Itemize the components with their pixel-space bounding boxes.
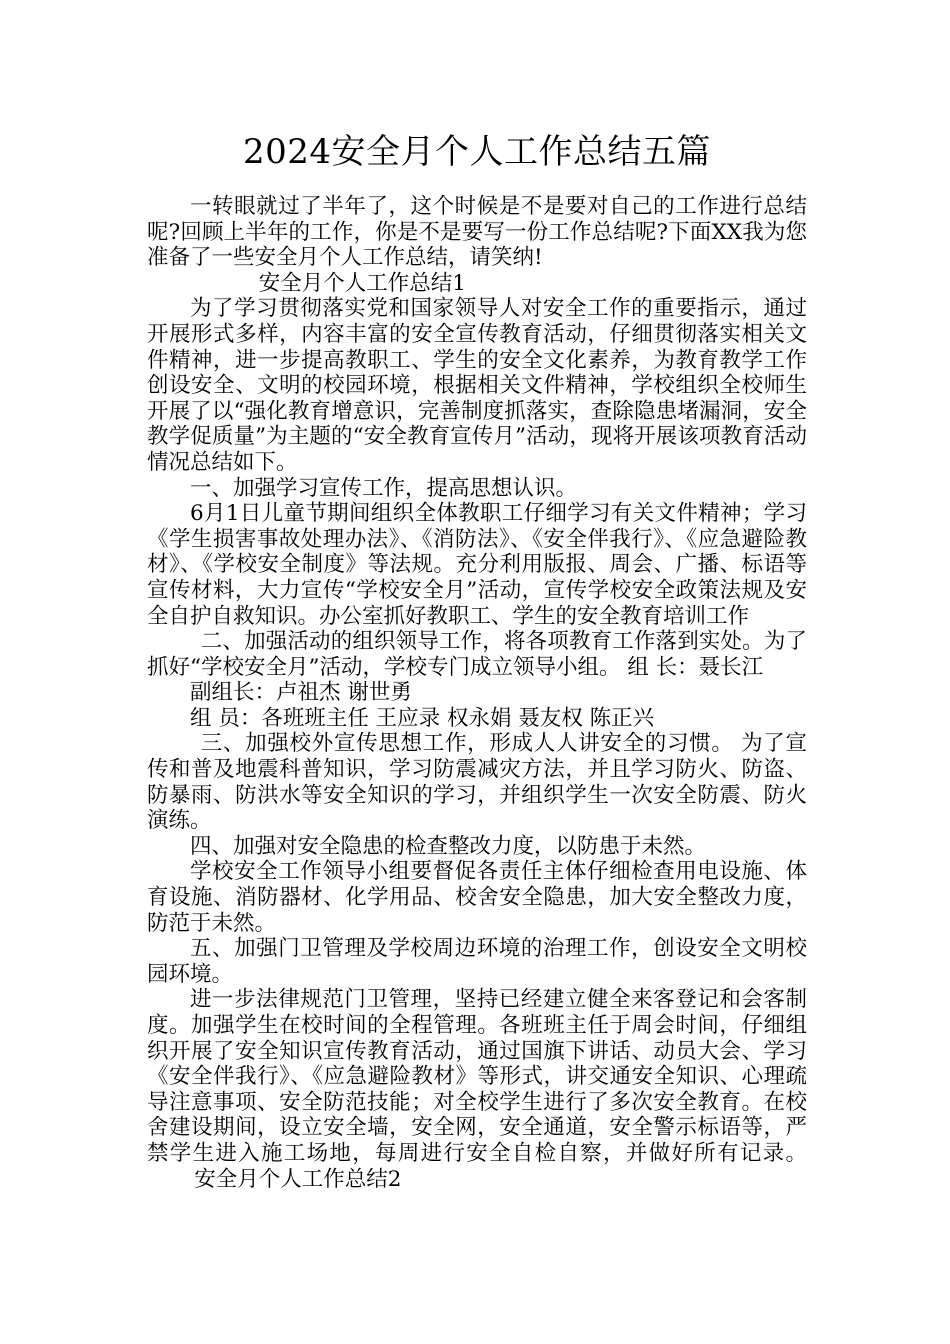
body-paragraph-1: 为了学习贯彻落实党和国家领导人对安全工作的重要指示，通过开展形式多样，内容丰富的安全宣传教育活动，仔细贯彻落实相关文件精神，进一步提高教职工、学生的安全文化素养，为教育教学工作创设安全、文明的校园环境，根据相关文件精神，学校组织全校师生开展了以“强化教育增意识，完善制度抓落实，查除隐患堵漏洞，安全教学促质量”为主题的“安全教育宣传月”活动，现将开展该项教育活动情况总结如下。 (147, 296, 807, 475)
section-heading-4: 四、加强对安全隐患的检查整改力度，以防患于未然。 (190, 833, 707, 859)
section-heading-1: 一、加强学习宣传工作，提高思想认识。 (190, 475, 578, 501)
section-heading-3: 三、加强校外宣传思想工作，形成人人讲安全的习惯。 为了宣传和普及地震科普知识，学习防震减灾方法，并且学习防火、防盗、防暴雨、防洪水等安全知识的学习，并组织学生一次安全防震、防火演练。 (147, 731, 807, 834)
body-paragraph-3: 学校安全工作领导小组要督促各责任主体仔细检查用电设施、体育设施、消防器材、化学用品、校舍安全隐患，加大安全整改力度，防范于未然。 (147, 859, 807, 936)
intro-paragraph: 一转眼就过了半年了，这个时候是不是要对自己的工作进行总结呢?回顾上半年的工作，你是不是要写一份工作总结呢?下面XX我为您准备了一些安全月个人工作总结，请笑纳! (147, 194, 807, 271)
document-page (147, 128, 807, 1192)
document-title: 2024安全月个人工作总结五篇 (242, 132, 712, 172)
vice-leaders-line: 副组长：卢祖杰 谢世勇 (190, 680, 412, 706)
section-heading-2: 二、加强活动的组织领导工作，将各项教育工作落到实处。为了抓好“学校安全月”活动，学校专门成立领导小组。 组 长：聂长江 (147, 629, 807, 680)
members-line: 组 员：各班班主任 王应录 权永娟 聂友权 陈正兴 (190, 705, 655, 731)
section-subtitle-2: 安全月个人工作总结2 (194, 1166, 402, 1192)
section-subtitle-1: 安全月个人工作总结1 (258, 270, 466, 296)
body-paragraph-2: 6月1日儿童节期间组织全体教职工仔细学习有关文件精神；学习《学生损害事故处理办法》、《消防法》、《安全伴我行》、《应急避险教材》、《学校安全制度》等法规。充分利用版报、周会、广播、标语等宣传材料，大力宣传“学校安全月”活动，宣传学校安全政策法规及安全自护自救知识。办公室抓好教职工、学生的安全教育培训工作 (147, 501, 807, 629)
body-paragraph-4 (147, 987, 807, 1192)
body-paragraph-4-text: 进一步法律规范门卫管理，坚持已经建立健全来客登记和会客制度。加强学生在校时间的全程管理。各班班主任于周会时间，仔细组织开展了安全知识宣传教育活动，通过国旗下讲话、动员大会、学习《安全伴我行》、《应急避险教材》等形式，讲交通安全知识、心理疏导注意事项、安全防范技能；对全校学生进行了多次安全教育。在校舍建设期间，设立安全墙，安全网，安全通道，安全警示标语等，严禁学生进入施工场地，每周进行安全自检自察，并做好所有记录。 (147, 987, 807, 1166)
section-heading-5: 五、加强门卫管理及学校周边环境的治理工作，创设安全文明校园环境。 (147, 936, 807, 987)
